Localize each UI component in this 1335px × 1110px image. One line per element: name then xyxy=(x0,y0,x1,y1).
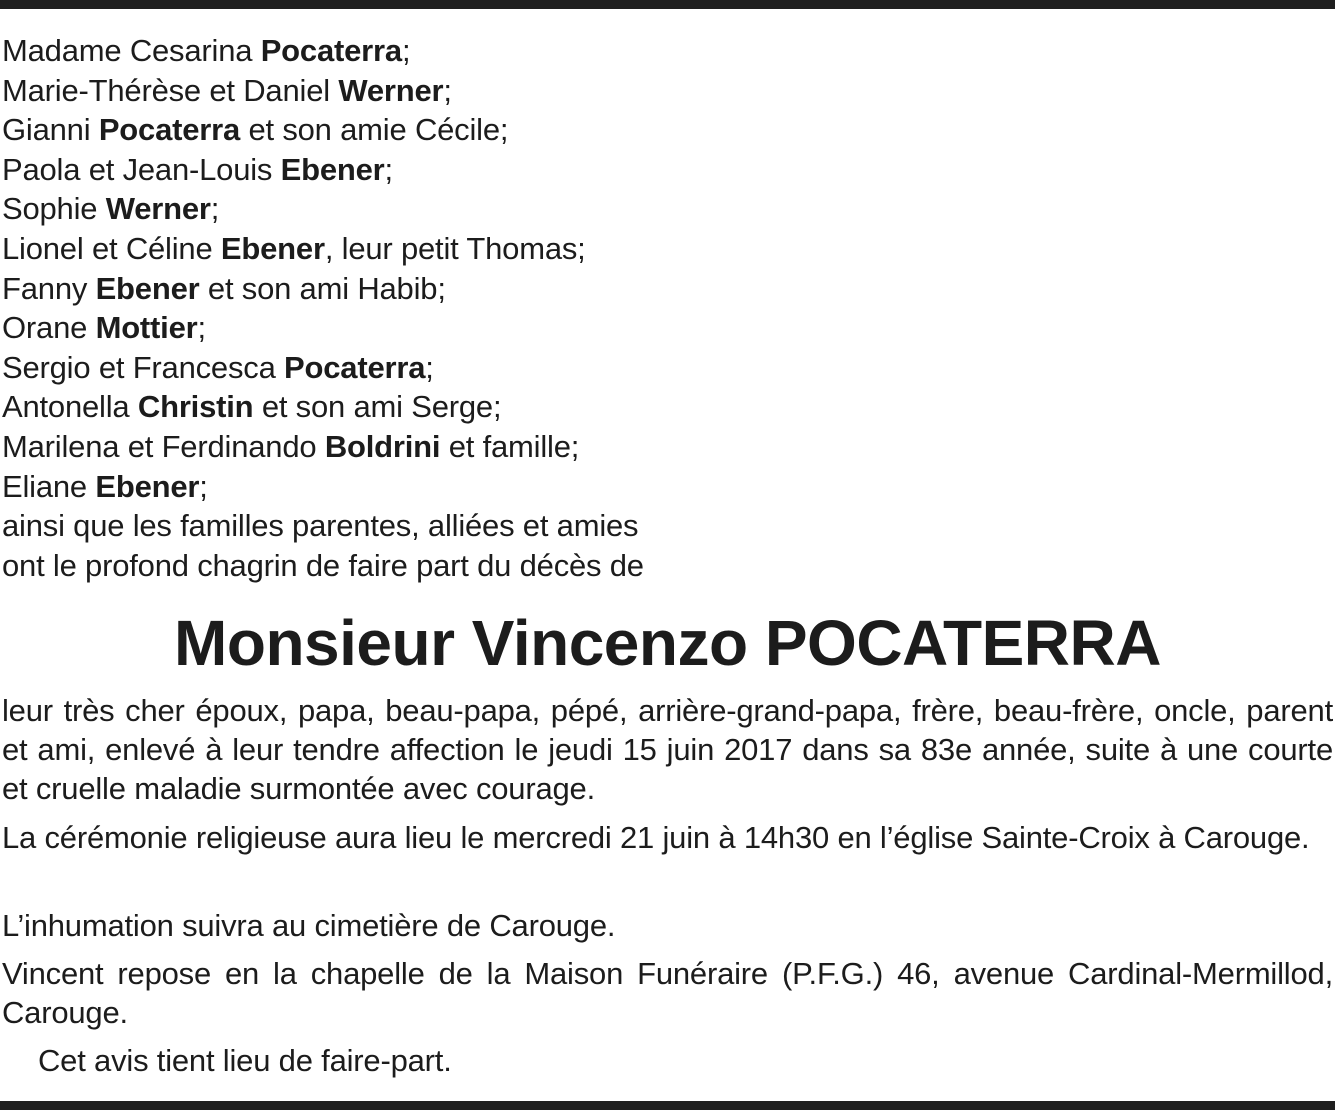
ceremony-paragraph: La cérémonie religieuse aura lieu le mercredi 21 juin à 14h30 en l’église Sainte-Croix à Carouge. xyxy=(2,820,1310,855)
mourner-line: Eliane Ebener; xyxy=(2,468,208,504)
rest-location-paragraph: Vincent repose en la chapelle de la Maison Funéraire (P.F.G.) 46, avenue Cardinal-Mermillod, Carouge. xyxy=(2,956,1333,1030)
mourner-line: ont le profond chagrin de faire part du décès de xyxy=(2,547,644,583)
mourner-line: Lionel et Céline Ebener, leur petit Thomas; xyxy=(2,230,586,266)
mourner-line: Paola et Jean-Louis Ebener; xyxy=(2,151,393,187)
bottom-rule xyxy=(0,1101,1335,1110)
mourner-line: Antonella Christin et son ami Serge; xyxy=(2,389,502,425)
top-rule xyxy=(0,0,1335,9)
mourner-line: ainsi que les familles parentes, alliées et amies xyxy=(2,508,639,544)
mourner-line: Sergio et Francesca Pocaterra; xyxy=(2,349,434,385)
mourner-line: Fanny Ebener et son ami Habib; xyxy=(2,270,446,306)
mourner-line: Madame Cesarina Pocaterra; xyxy=(2,33,411,68)
burial-paragraph: L’inhumation suivra au cimetière de Carouge. xyxy=(2,908,616,943)
mourner-line: Marilena et Ferdinando Boldrini et famille; xyxy=(2,428,580,464)
mourner-line: Gianni Pocaterra et son amie Cécile; xyxy=(2,112,509,148)
mourner-line: Sophie Werner; xyxy=(2,191,220,227)
mourner-line: Marie-Thérèse et Daniel Werner; xyxy=(2,72,452,108)
notice-paragraph: Cet avis tient lieu de faire-part. xyxy=(38,1043,452,1078)
mourner-line: Orane Mottier; xyxy=(2,310,206,346)
deceased-name: Monsieur Vincenzo POCATERRA xyxy=(174,607,1161,679)
mourners-list xyxy=(2,31,1002,585)
relation-paragraph: leur très cher époux, papa, beau-papa, pépé, arrière-grand-papa, frère, beau-frère, oncle, parent et ami, enlevé à leur tendre affection le jeudi 15 juin 2017 dans sa 83e année, suite à une courte et cruelle maladie surmontée avec courage. xyxy=(2,693,1333,806)
